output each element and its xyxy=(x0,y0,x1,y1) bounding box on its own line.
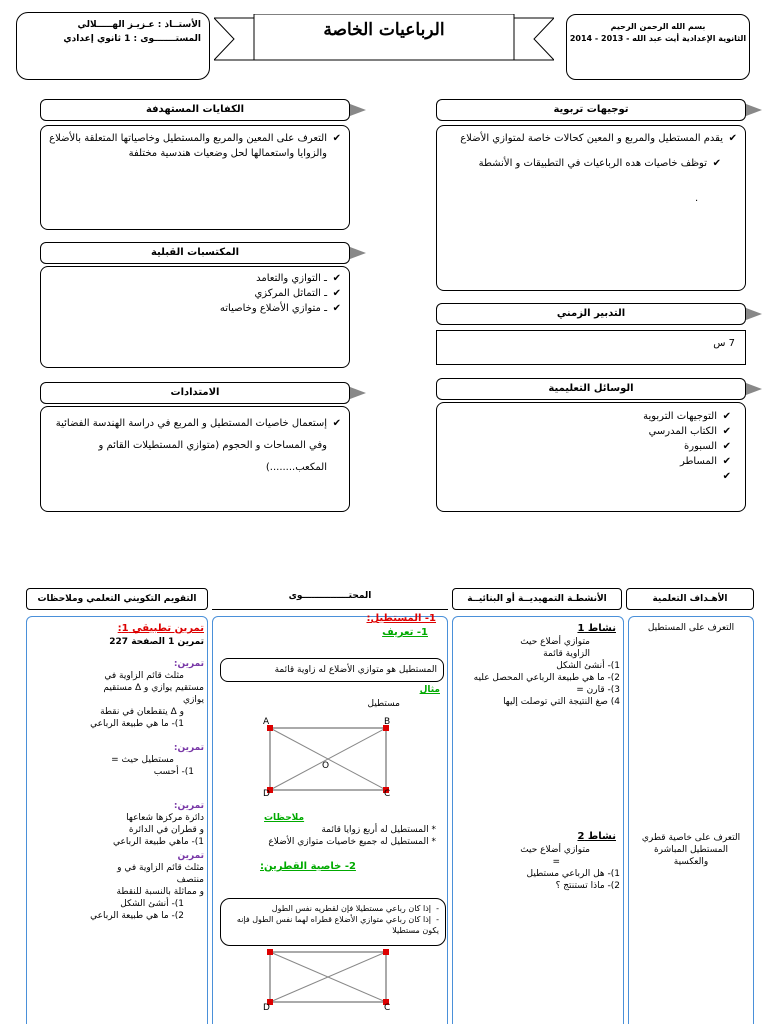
competencies-header-tail xyxy=(350,104,366,116)
activity-1-line: 2)- ما هي طبيعة الرباعي المحصل عليه xyxy=(473,673,620,683)
exercise-line: يوازي xyxy=(182,695,204,705)
prior-item-2: ✔ ـ التماثل المركزي xyxy=(49,286,341,301)
guidelines-box xyxy=(436,125,746,291)
objectives-column xyxy=(628,616,754,1024)
fig1-label-a: A xyxy=(263,717,270,727)
diagonal-item-2: - إذا كان رباعي متوازي الأضلاع قطراه لهما نفس الطول فإنه يكون مستطيلا xyxy=(236,915,439,935)
guidelines-header: توجيهات تربوية xyxy=(436,99,746,121)
teacher-info-box xyxy=(16,12,210,80)
exercise-label: تمرين: xyxy=(173,659,204,669)
extension-line-3: المكعب........) xyxy=(265,462,327,473)
resources-header-tail xyxy=(746,383,762,395)
exercise-line: مستقيم يوازي و Δ مستقيم xyxy=(103,683,204,693)
extension-line-1: إستعمال خاصيات المستطيل و المربع في دراسة الهندسة الفضائية xyxy=(55,418,327,429)
activity-2-line: = xyxy=(552,857,560,867)
resource-item-3: ✔ السبورة xyxy=(445,439,731,454)
exercise-line: و مماثلة بالنسبة للنقطة xyxy=(116,887,204,897)
school-info-box xyxy=(566,14,750,80)
exercise-line: و Δ يتقطعان في نقطة xyxy=(100,707,184,717)
level: المستـــــــوى : 1 ثانوي إعدادي xyxy=(63,34,201,44)
resource-item-1: ✔ التوجيهات التربوية xyxy=(445,409,731,424)
basmala: بسم الله الرحمن الرحيم xyxy=(610,22,706,31)
activity-1-line: 4) صغ النتيجة التي توصلت إليها xyxy=(503,697,620,707)
header-content: المحتـــــــــــــــوى xyxy=(212,586,448,610)
exercise-label: تمرين: xyxy=(173,801,204,811)
prior-item-3: ✔ ـ متوازي الأضلاع وخاصياته xyxy=(49,301,341,316)
exercise-line: مثلث قائم الزاوية في xyxy=(104,671,184,681)
fig1-label-d: D xyxy=(263,789,270,799)
prior-box xyxy=(40,266,350,368)
header-objectives: الأهـداف التعلمية xyxy=(626,588,754,610)
activity-1-line: الزاوية قائمة xyxy=(543,649,590,659)
fig2-label-c: C xyxy=(384,1003,391,1013)
exercise-line: مستطيل حيث = xyxy=(111,755,174,765)
competencies-header: الكفايات المستهدفة xyxy=(40,99,350,121)
rectangle-figure-1 xyxy=(258,714,398,804)
fig1-label-b: B xyxy=(384,717,391,727)
resource-item-4: ✔ المساطر xyxy=(445,454,731,469)
rectangle-figure-2 xyxy=(258,948,398,1018)
exercise-line: 1)- أنشئ الشكل xyxy=(120,899,184,909)
activity-2-line: متوازي أضلاع حيث xyxy=(520,845,590,855)
resources-box xyxy=(436,402,746,512)
teacher-name: الأستــاذ : عـزيـز الهـــــلالي xyxy=(77,20,201,30)
note-text: المستطيل له جميع خاصيات متوازي الأضلاع xyxy=(268,837,429,847)
exercise-line: 2)- ما هي طبيعة الرباعي xyxy=(90,911,184,921)
fig1-label-o: O xyxy=(322,761,330,771)
definition-box xyxy=(220,658,444,682)
extensions-header-tail xyxy=(350,387,366,399)
activity-2-line: 1)- هل الرباعي مستطيل xyxy=(526,869,620,879)
page-title: الرباعيات الخاصة xyxy=(323,20,445,40)
guidelines-header-tail xyxy=(746,104,762,116)
timing-value: 7 س xyxy=(713,338,735,349)
definition-text: المستطيل هو متوازي الأضلاع له زاوية قائمة xyxy=(274,665,437,675)
activity-1-title: نشاط 1 xyxy=(577,623,616,634)
rectangle-title: 1- المستطيل: xyxy=(366,613,436,624)
exercise-reference: تمرين 1 الصفحة 227 xyxy=(109,637,204,647)
timing-header-tail xyxy=(746,308,762,320)
example-text: مستطيل xyxy=(367,699,400,709)
example-label: مثال xyxy=(419,685,440,695)
header-evaluation: التقويم التكويني التعلمي وملاحظات xyxy=(26,588,208,610)
fig1-label-c: C xyxy=(384,789,391,799)
note-text: المستطيل له أربع زوايا قائمة xyxy=(321,825,429,835)
note-item: * المستطيل له أربع زوايا قائمة xyxy=(321,825,436,835)
timing-box xyxy=(436,330,746,365)
fig2-label-d: D xyxy=(263,1003,270,1013)
header-activities: الأنشطـة التمهيديــة أو البنائيــة xyxy=(452,588,622,610)
prior-header-tail xyxy=(350,247,366,259)
prior-item-1: ✔ ـ التوازي والتعامد xyxy=(49,271,341,286)
exercise-line: 1)- أحسب xyxy=(153,767,194,777)
extensions-header: الامتدادات xyxy=(40,382,350,404)
exercise-title: تمرين تطبيقي 1: xyxy=(117,623,204,634)
competencies-box xyxy=(40,125,350,230)
objective-2: التعرف على خاصية قطري المستطيل المباشرة والعكسية xyxy=(641,833,741,867)
guideline-item-1: ✔ يقدم المستطيل والمربع و المعين كحالات خاصة لمتوازي الأضلاع xyxy=(445,131,737,146)
extensions-box: ✔ إستعمال خاصيات المستطيل و المربع في دراسة الهندسة الفضائية وفي المساحات و الحجوم (متوازي المستطيلات القائم و المكعب........) xyxy=(40,406,350,512)
competency-item: ✔ التعرف على المعين والمربع والمستطيل وخاصياتها المتعلقة بالأضلاع والزوايا واستعمالها لحل وضعيات هندسية مختلفة xyxy=(49,131,341,161)
activity-1-line: 3)- قارن = xyxy=(576,685,620,695)
note-item: * المستطيل له جميع خاصيات متوازي الأضلاع xyxy=(268,837,436,847)
exercise-label: تمرين xyxy=(177,851,204,861)
exercise-line: 1)- ماهي طبيعة الرباعي xyxy=(113,837,204,847)
timing-header: التدبير الزمني xyxy=(436,303,746,325)
diagonal-text: إذا كان رباعي متوازي الأضلاع قطراه لهما نفس الطول فإنه يكون مستطيلا xyxy=(236,915,439,935)
resources-header: الوسائل التعليمية xyxy=(436,378,746,400)
diagonals-box xyxy=(220,898,446,946)
activity-1-line: متوازي أضلاع حيث xyxy=(520,637,590,647)
guideline-dot: . xyxy=(695,193,699,204)
exercise-line: و قطران في الدائرة xyxy=(128,825,204,835)
objective-1: التعرف على المستطيل xyxy=(647,623,735,633)
activity-2-title: نشاط 2 xyxy=(577,831,616,842)
extension-line-2: وفي المساحات و الحجوم (متوازي المستطيلات القائم و xyxy=(98,440,327,451)
guideline-item-2: ✔ توظف خاصيات هده الرباعيات في التطبيقات و الأنشطة xyxy=(445,156,721,171)
definition-title: 1- تعريف xyxy=(382,627,428,638)
exercise-line: مثلث قائم الزاوية في و xyxy=(117,863,204,873)
resource-item-2: ✔ الكتاب المدرسي xyxy=(445,424,731,439)
activity-2-line: 2)- ماذا تستنتج ؟ xyxy=(555,881,620,891)
exercise-line: منتصف xyxy=(176,875,204,885)
diagonal-item-1: - إذا كان رباعي مستطيلا فإن لقطريه نفس الطول xyxy=(271,904,439,913)
exercise-line: 1)- ما هي طبيعة الرباعي xyxy=(90,719,184,729)
notes-title: ملاحظات xyxy=(264,813,305,823)
activity-1-line: 1)- أنشئ الشكل xyxy=(556,661,620,671)
exercise-label: تمرين: xyxy=(173,743,204,753)
school-name: الثانوية الإعدادية أيت عبد الله - 2013 - 2014 xyxy=(569,34,747,43)
exercise-line: دائرة مركزها شعاعها xyxy=(126,813,204,823)
diagonal-text: إذا كان رباعي مستطيلا فإن لقطريه نفس الطول xyxy=(271,904,432,913)
prior-header: المكتسبات القبلية xyxy=(40,242,350,264)
diagonals-title: 2- خاصية القطرين: xyxy=(260,861,356,872)
